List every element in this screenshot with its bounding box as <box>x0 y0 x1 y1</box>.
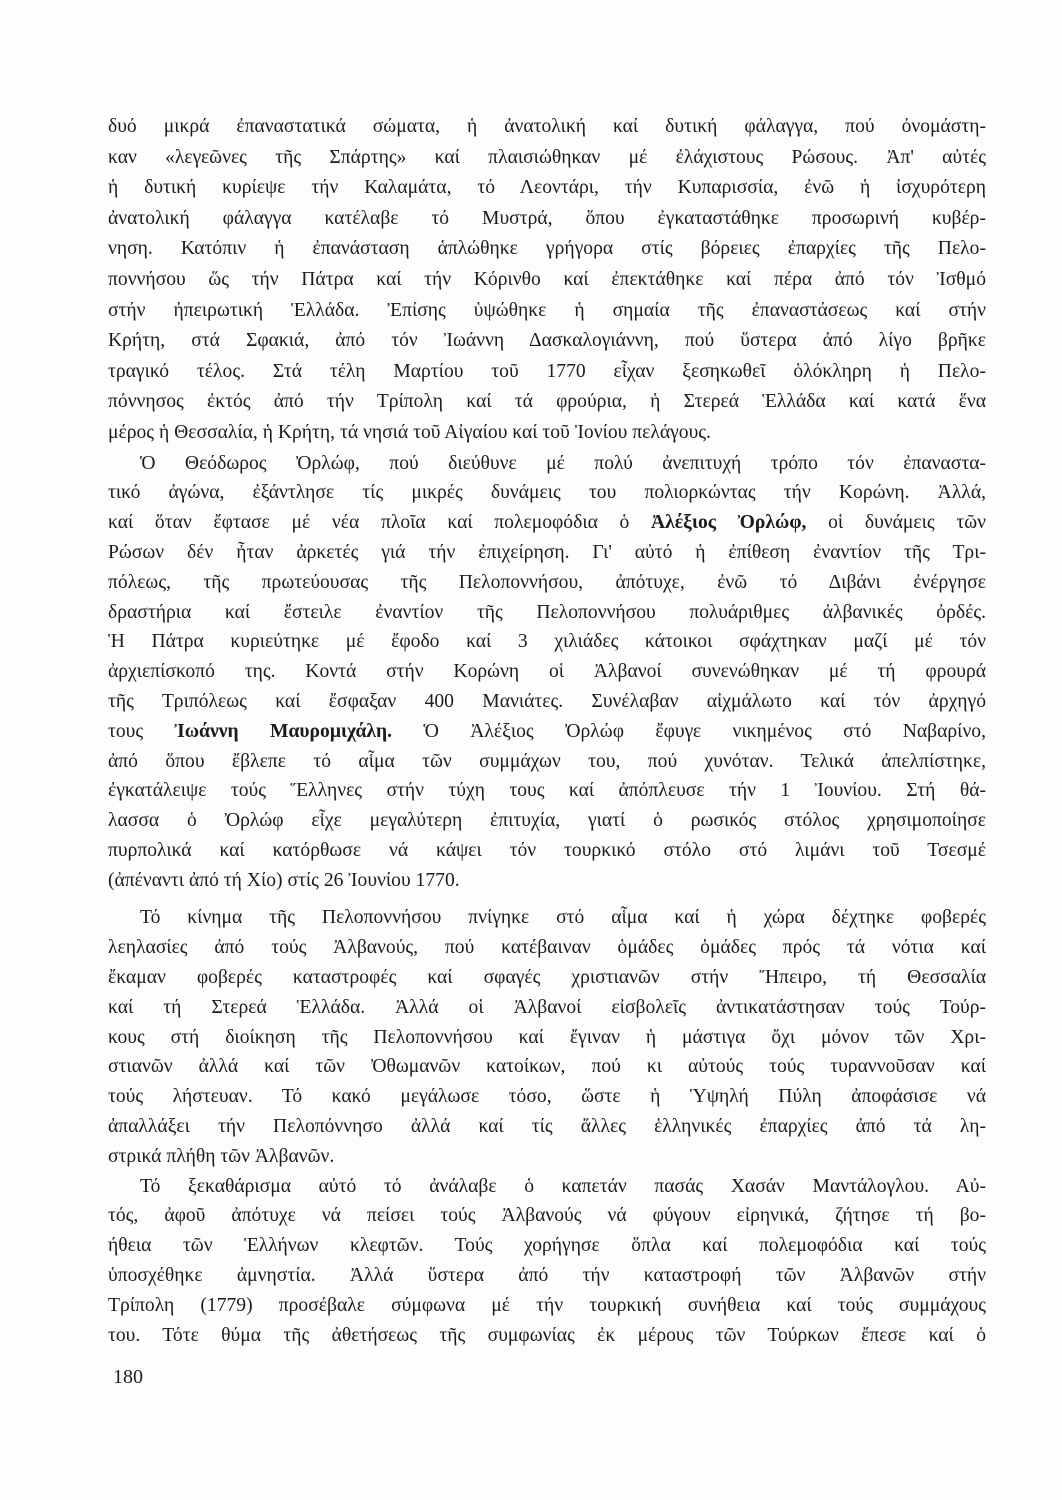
text-segment: καν «λεγεῶνες τῆς Σπάρτης» καί πλαισιώθηκαν μέ ἐλάχιστους Ρώσους. Ἀπ' αὐτές <box>108 146 986 168</box>
text-line <box>108 903 986 933</box>
text-line <box>108 204 986 235</box>
text-segment: ήθεια τῶν Ἑλλήνων κλεφτῶν. Τούς χορήγησε ὅπλα καί πολεμοφόδια καί τούς <box>108 1235 986 1257</box>
text-segment: δραστήρια καί ἔστειλε ἐναντίον τῆς Πελοποννήσου πολυάριθμες ἀλβανικές ὀρδές. <box>108 601 986 623</box>
text-segment: ὑποσχέθηκε ἀμνηστία. Ἀλλά ὕστερα ἀπό τήν καταστροφή τῶν Ἀλβανῶν στήν <box>108 1265 986 1287</box>
text-segment: τραγικό τέλος. Στά τέλη Μαρτίου τοῦ 1770 εἶχαν ξεσηκωθεῖ ὁλόκληρη ἡ Πελο- <box>108 360 986 382</box>
text-line <box>108 1023 986 1053</box>
page-number: 180 <box>113 1366 143 1388</box>
bold-name: Ἰωάννη Μαυρομιχάλη. <box>174 720 393 742</box>
text-segment: τους <box>108 720 175 742</box>
text-line <box>108 418 986 449</box>
text-line <box>108 478 986 508</box>
text-segment: καί ὅταν ἔφτασε μέ νέα πλοῖα καί πολεμοφόδια ὁ <box>108 512 652 534</box>
text-line <box>108 1321 986 1351</box>
text-line <box>108 508 986 538</box>
text-line <box>108 933 986 963</box>
text-line <box>108 627 986 657</box>
text-segment: Τρίπολη (1779) προσέβαλε σύμφωνα μέ τήν τουρκική συνήθεια καί τούς συμμάχους <box>108 1294 986 1316</box>
text-line <box>108 1291 986 1321</box>
text-segment: τῆς Τριπόλεως καί ἔσφαξαν 400 Μανιάτες. Συνέλαβαν αἰχμάλωτο καί τόν ἀρχηγό <box>108 690 986 712</box>
text-line <box>108 1082 986 1112</box>
text-segment: Ὁ Ἀλέξιος Ὀρλώφ ἔφυγε νικημένος στό Ναβαρίνο, <box>392 720 987 742</box>
text-line <box>108 265 986 296</box>
text-segment: τούς λήστευαν. Τό κακό μεγάλωσε τόσο, ὥστε ἡ Ὑψηλή Πύλη ἀποφάσισε νά <box>108 1086 986 1108</box>
text-segment: πόννησος ἐκτός ἀπό τήν Τρίπολη καί τά φρούρια, ἡ Στερεά Ἑλλάδα καί κατά ἕνα <box>108 391 986 413</box>
text-segment: οἱ δυνάμεις τῶν <box>806 512 987 534</box>
text-line <box>108 1112 986 1142</box>
text-segment: κους στή διοίκηση τῆς Πελοποννήσου καί ἔγιναν ἡ μάστιγα ὄχι μόνον τῶν Χρι- <box>108 1026 986 1048</box>
text-segment: τικό ἀγώνα, ἐξάντλησε τίς μικρές δυνάμεις του πολιορκώντας τήν Κορώνη. Ἀλλά, <box>108 482 986 504</box>
text-line <box>108 1142 986 1172</box>
text-line <box>108 538 986 568</box>
text-line <box>108 598 986 628</box>
text-segment: στιανῶν ἀλλά καί τῶν Ὀθωμανῶν κατοίκων, πού κι αὐτούς τούς τυραννοῦσαν καί <box>108 1056 986 1078</box>
text-line <box>108 326 986 357</box>
text-line <box>108 993 986 1023</box>
text-line <box>108 112 986 143</box>
text-segment: λασσα ὁ Ὀρλώφ εἶχε μεγαλύτερη ἐπιτυχία, γιατί ὁ ρωσικός στόλος χρησιμοποίησε <box>108 810 986 832</box>
bold-name: Ἀλέξιος Ὀρλώφ, <box>651 512 807 534</box>
text-segment: ἀπό ὅπου ἔβλεπε τό αἷμα τῶν συμμάχων του, πού χυνόταν. Τελικά ἀπελπίστηκε, <box>108 750 986 772</box>
text-line <box>108 357 986 388</box>
text-segment: καί τή Στερεά Ἑλλάδα. Ἀλλά οἱ Ἀλβανοί εἰσβολεῖς ἀντικατάστησαν τούς Τούρ- <box>108 996 986 1018</box>
text-segment: ἀνατολική φάλαγγα κατέλαβε τό Μυστρά, ὅπου ἐγκαταστάθηκε προσωρινή κυβέρ- <box>108 207 986 229</box>
text-segment: μέρος ἡ Θεσσαλία, ἡ Κρήτη, τά νησιά τοῦ Αἰγαίου καί τοῦ Ἰονίου πελάγους. <box>108 421 711 443</box>
text-segment: ἔκαμαν φοβερές καταστροφές καί σφαγές χριστιανῶν στήν Ἤπειρο, τή Θεσσαλία <box>108 967 986 989</box>
text-line <box>108 687 986 717</box>
text-line <box>108 1261 986 1291</box>
paragraph <box>108 112 986 449</box>
text-line <box>108 1231 986 1261</box>
text-segment: λεηλασίες ἀπό τούς Ἀλβανούς, πού κατέβαιναν ὁμάδες ὁμάδες πρός τά νότια καί <box>108 937 986 959</box>
text-line <box>108 143 986 174</box>
text-segment: πυρπολικά καί κατόρθωσε νά κάψει τόν τουρκικό στόλο στό λιμάνι τοῦ Τσεσμέ <box>108 839 986 861</box>
text-line <box>108 1052 986 1082</box>
text-line <box>108 173 986 204</box>
paragraph <box>108 449 986 896</box>
text-segment: (ἀπέναντι ἀπό τή Χίο) στίς 26 Ἰουνίου 1770. <box>108 869 460 891</box>
text-line <box>108 747 986 777</box>
text-line <box>108 234 986 265</box>
text-segment: στρικά πλήθη τῶν Ἀλβανῶν. <box>108 1145 335 1167</box>
text-segment: ἡ δυτική κυρίεψε τήν Καλαμάτα, τό Λεοντάρι, τήν Κυπαρισσία, ἐνῶ ἡ ἰσχυρότερη <box>108 177 986 199</box>
text-line <box>108 657 986 687</box>
text-segment: τός, ἀφοῦ ἀπότυχε νά πείσει τούς Ἀλβανούς νά φύγουν εἰρηνικά, ζήτησε τή βο- <box>108 1205 986 1227</box>
text-line <box>108 717 986 747</box>
text-line <box>108 806 986 836</box>
text-segment: Ὁ Θεόδωρος Ὀρλώφ, πού διεύθυνε μέ πολύ ἀνεπιτυχή τρόπο τόν ἐπαναστα- <box>140 452 986 474</box>
text-line <box>108 963 986 993</box>
text-segment: στήν ἠπειρωτική Ἑλλάδα. Ἐπίσης ὑψώθηκε ἡ σημαία τῆς ἐπαναστάσεως καί στήν <box>108 299 986 321</box>
text-segment: Κρήτη, στά Σφακιά, ἀπό τόν Ἰωάννη Δασκαλογιάννη, πού ὕστερα ἀπό λίγο βρῆκε <box>108 330 986 352</box>
text-line <box>108 568 986 598</box>
text-segment: ἐγκατάλειψε τούς Ἕλληνες στήν τύχη τους καί ἀπόπλευσε τήν 1 Ἰουνίου. Στή θά- <box>108 780 986 802</box>
text-segment: ἀπαλλάξει τήν Πελοπόννησο ἀλλά καί τίς ἄλλες ἑλληνικές ἐπαρχίες ἀπό τά λη- <box>108 1116 986 1138</box>
text-segment: δυό μικρά ἐπαναστατικά σώματα, ἡ ἀνατολική καί δυτική φάλαγγα, πού ὀνομάστη- <box>108 116 986 137</box>
paragraph <box>108 903 986 1171</box>
text-line <box>108 776 986 806</box>
text-segment: νηση. Κατόπιν ἡ ἐπανάσταση ἁπλώθηκε γρήγορα στίς βόρειες ἐπαρχίες τῆς Πελο- <box>108 238 986 260</box>
text-line <box>108 836 986 866</box>
text-line <box>108 296 986 327</box>
text-segment: ἀρχιεπίσκοπό της. Κοντά στήν Κορώνη οἱ Ἀλβανοί συνενώθηκαν μέ τή φρουρά <box>108 661 986 683</box>
text-segment: πόλεως, τῆς πρωτεύουσας τῆς Πελοποννήσου, ἀπότυχε, ἐνῶ τό Διβάνι ἐνέργησε <box>108 571 986 593</box>
text-segment: ποννήσου ὥς τήν Πάτρα καί τήν Κόρινθο καί ἐπεκτάθηκε καί πέρα ἀπό τόν Ἰσθμό <box>108 268 986 290</box>
text-segment: Τό ξεκαθάρισμα αὐτό τό ἀνάλαβε ὁ καπετάν πασάς Χασάν Μαντάλογλου. Αὐ- <box>140 1175 986 1197</box>
text-line <box>108 866 986 896</box>
text-line <box>108 449 986 479</box>
text-line <box>108 387 986 418</box>
text-line <box>108 1201 986 1231</box>
paragraph <box>108 1172 986 1351</box>
text-segment: Τό κίνημα τῆς Πελοποννήσου πνίγηκε στό αἷμα καί ἡ χώρα δέχτηκε φοβερές <box>140 907 986 929</box>
text-line <box>108 1172 986 1202</box>
text-segment: Ρώσων δέν ἦταν ἀρκετές γιά τήν ἐπιχείρηση. Γι' αὐτό ἡ ἐπίθεση ἐναντίον τῆς Τρι- <box>108 541 986 563</box>
body-text <box>108 112 986 1350</box>
text-segment: Ἡ Πάτρα κυριεύτηκε μέ ἔφοδο καί 3 χιλιάδες κάτοικοι σφάχτηκαν μαζί μέ τόν <box>108 631 986 653</box>
text-segment: του. Τότε θύμα τῆς ἀθετήσεως τῆς συμφωνίας ἐκ μέρους τῶν Τούρκων ἔπεσε καί ὁ <box>108 1324 986 1346</box>
